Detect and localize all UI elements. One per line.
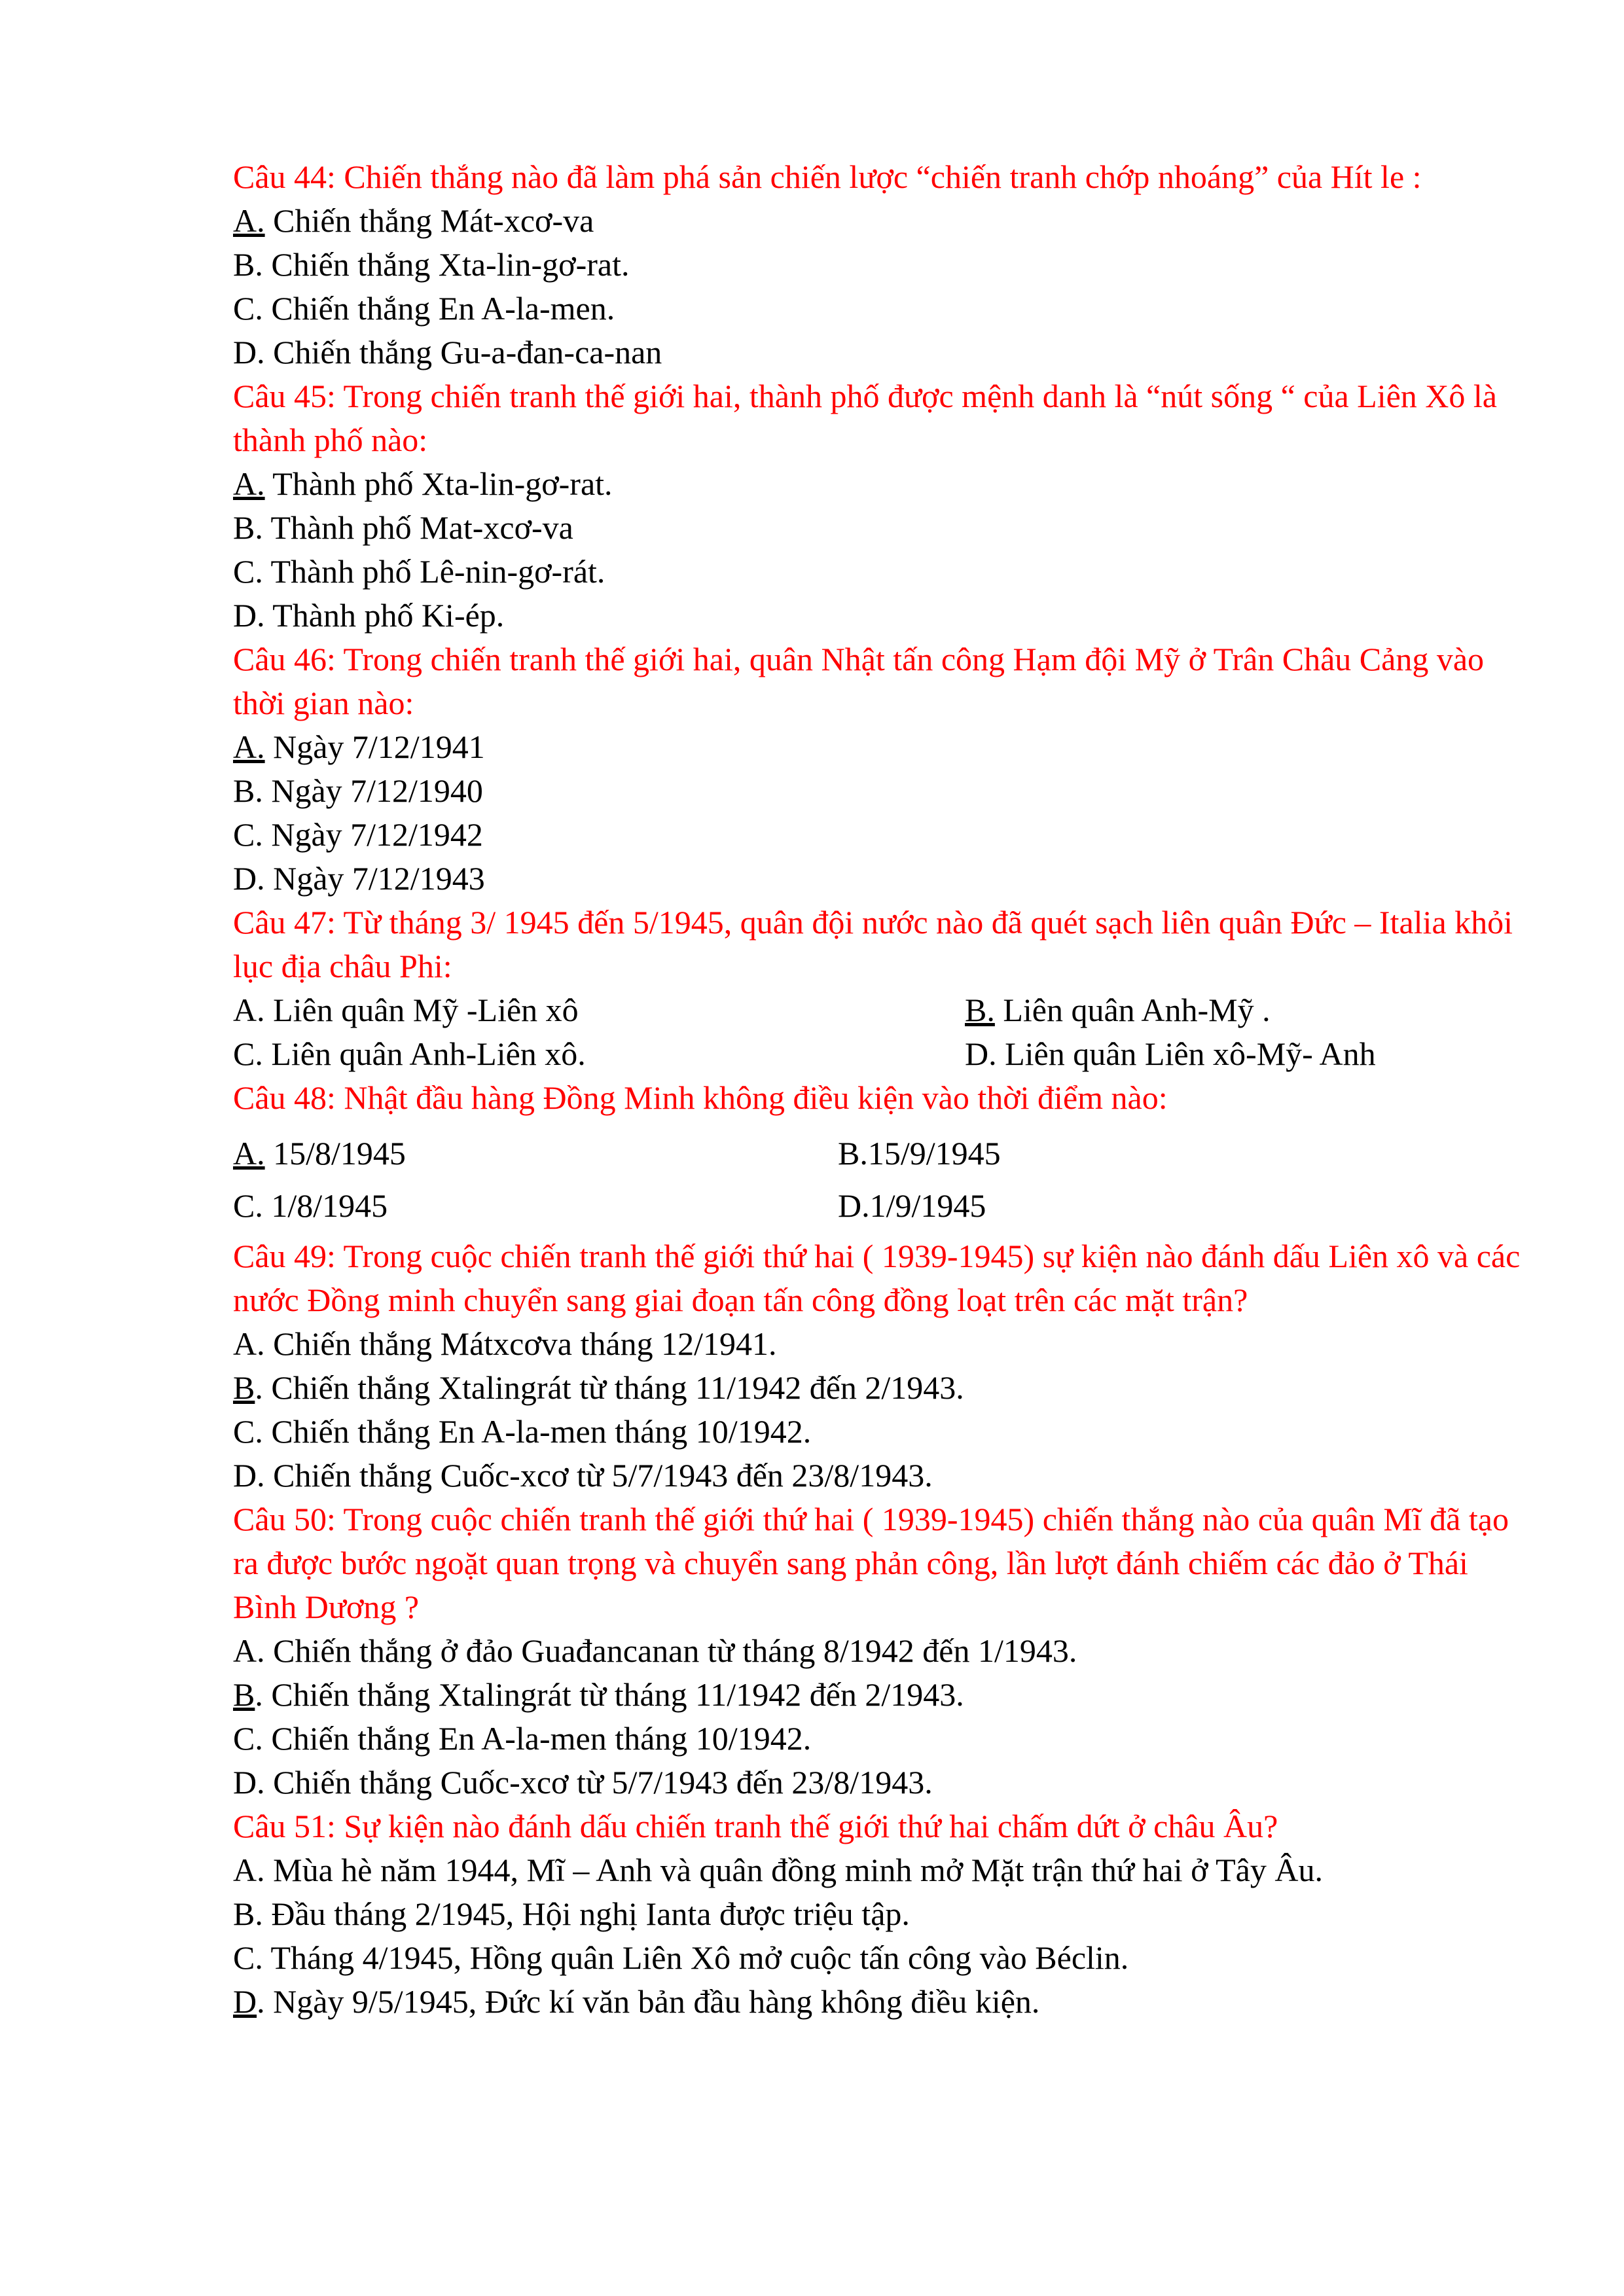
answer-key: A. [233,202,265,239]
option-d: D. Ngày 9/5/1945, Đức kí văn bản đầu hàng không điều kiện. [233,1983,1040,2020]
option-c: C. Chiến thắng En A-la-men. [233,290,615,327]
option-c: C. Chiến thắng En A-la-men tháng 10/1942. [233,1720,812,1757]
option-b: B. Liên quân Anh-Mỹ . [965,992,1271,1028]
document-page [233,155,1536,2024]
option-b: B. Đầu tháng 2/1945, Hội nghị Ianta được triệu tập. [233,1895,910,1932]
answer-key: B [233,1369,255,1406]
option-a: A. Thành phố Xta-lin-gơ-rat. [233,465,613,502]
option-c: C. Ngày 7/12/1942 [233,816,483,853]
option-c: C. Chiến thắng En A-la-men tháng 10/1942. [233,1413,812,1450]
option-b: B. Ngày 7/12/1940 [233,772,483,809]
question-text: Câu 47: Từ tháng 3/ 1945 đến 5/1945, quân đội nước nào đã quét sạch liên quân Đức – Italia khỏi lục địa châu Phi: [233,904,1513,984]
option-b: B. Chiến thắng Xta-lin-gơ-rat. [233,246,630,283]
option-a: A. Mùa hè năm 1944, Mĩ – Anh và quân đồng minh mở Mặt trận thứ hai ở Tây Âu. [233,1852,1323,1888]
option-a: A. 15/8/1945 [233,1135,406,1172]
answer-key: B [233,1676,255,1713]
option-d: D. Thành phố Ki-ép. [233,597,505,634]
option-d: D. Ngày 7/12/1943 [233,860,485,897]
question-50 [233,1498,1536,1804]
question-text: Câu 50: Trong cuộc chiến tranh thế giới thứ hai ( 1939-1945) chiến thắng nào của quân Mĩ đã tạo ra được bước ngoặt quan trọng và chuyển sang phản công, lần lượt đánh chiếm các đảo ở Thái Bình Dương ? [233,1501,1509,1625]
question-text: Câu 45: Trong chiến tranh thế giới hai, thành phố được mệnh danh là “nút sống “ của Liên Xô là thành phố nào: [233,378,1497,458]
answer-key: A. [233,1135,265,1172]
option-c: C. 1/8/1945 [233,1187,388,1224]
answer-key: A. [233,465,265,502]
option-c: C. Thành phố Lê-nin-gơ-rát. [233,553,605,590]
question-text: Câu 46: Trong chiến tranh thế giới hai, quân Nhật tấn công Hạm đội Mỹ ở Trân Châu Cảng vào thời gian nào: [233,641,1485,721]
option-d: D. Chiến thắng Cuốc-xcơ từ 5/7/1943 đến 23/8/1943. [233,1764,933,1801]
option-d: D. Chiến thắng Cuốc-xcơ từ 5/7/1943 đến 23/8/1943. [233,1457,933,1494]
options-row-2 [233,1179,1536,1232]
answer-key: A. [233,728,265,765]
question-text: Câu 49: Trong cuộc chiến tranh thế giới thứ hai ( 1939-1945) sự kiện nào đánh dấu Liên xô và các nước Đồng minh chuyển sang giai đoạn tấn công đồng loạt trên các mặt trận? [233,1238,1521,1318]
options-row-1 [233,988,1536,1032]
option-d: D.1/9/1945 [838,1187,986,1224]
question-text: Câu 44: Chiến thắng nào đã làm phá sản chiến lược “chiến tranh chớp nhoáng” của Hít le : [233,158,1422,195]
option-a: A. Chiến thắng Mát-xcơ-va [233,202,594,239]
options-row-2 [233,1032,1536,1076]
option-a: A. Liên quân Mỹ -Liên xô [233,992,579,1028]
question-48 [233,1076,1536,1234]
answer-key: B. [965,992,995,1028]
option-a: A. Chiến thắng Mátxcơva tháng 12/1941. [233,1325,777,1362]
option-d: D. Chiến thắng Gu-a-đan-ca-nan [233,334,662,370]
option-b: B. Thành phố Mat-xcơ-va [233,509,573,546]
option-a: A. Ngày 7/12/1941 [233,728,485,765]
question-45 [233,374,1536,637]
question-49 [233,1234,1536,1498]
option-b: B.15/9/1945 [838,1135,1001,1172]
question-text: Câu 51: Sự kiện nào đánh dấu chiến tranh thế giới thứ hai chấm dứt ở châu Âu? [233,1808,1278,1844]
question-51 [233,1804,1536,2024]
option-b: B. Chiến thắng Xtalingrát từ tháng 11/1942 đến 2/1943. [233,1676,964,1713]
option-c: C. Liên quân Anh-Liên xô. [233,1035,586,1072]
option-a: A. Chiến thắng ở đảo Guađancanan từ tháng 8/1942 đến 1/1943. [233,1632,1077,1669]
options-row-1 [233,1127,1536,1179]
option-b: B. Chiến thắng Xtalingrát từ tháng 11/1942 đến 2/1943. [233,1369,964,1406]
option-d: D. Liên quân Liên xô-Mỹ- Anh [965,1035,1376,1072]
question-46 [233,637,1536,901]
question-44 [233,155,1536,374]
question-47 [233,901,1536,1076]
answer-key: D [233,1983,257,2020]
question-text: Câu 48: Nhật đầu hàng Đồng Minh không điều kiện vào thời điểm nào: [233,1079,1168,1116]
option-c: C. Tháng 4/1945, Hồng quân Liên Xô mở cuộc tấn công vào Béclin. [233,1939,1129,1976]
